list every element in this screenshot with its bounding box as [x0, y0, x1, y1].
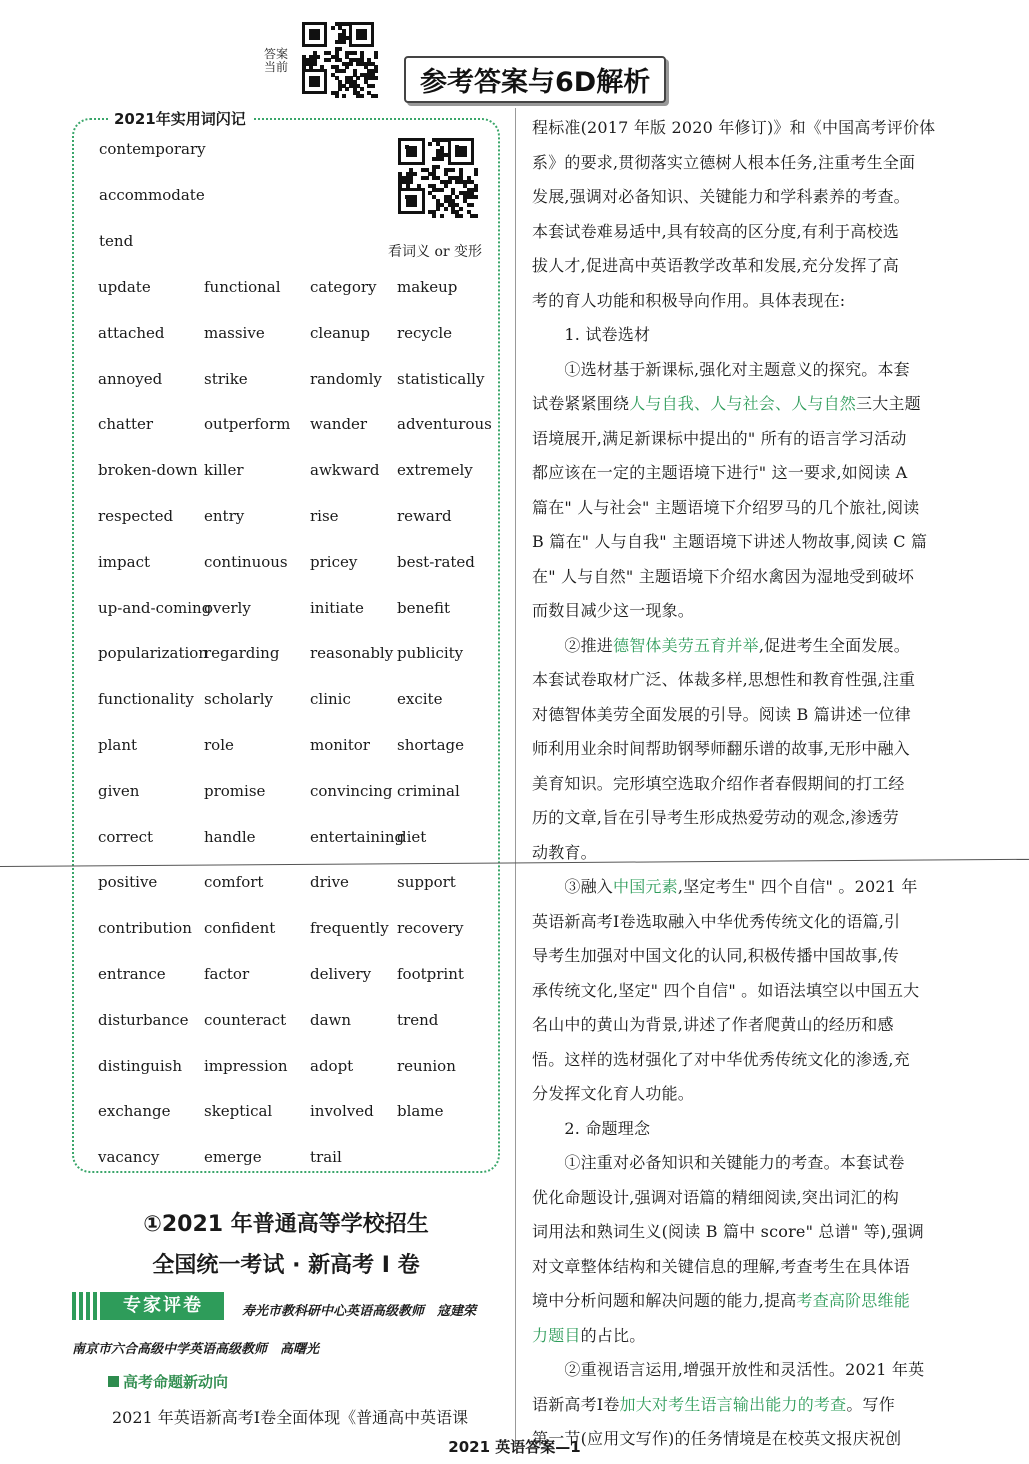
analysis-line: 名山中的黄山为背景,讲述了作者爬黄山的经历和感 — [532, 1015, 894, 1034]
vocab-word: tend — [99, 232, 134, 250]
vocab-word: reasonably — [310, 644, 394, 663]
vocab-word: annoyed — [98, 369, 163, 388]
analysis-line: 1. 试卷选材 — [532, 325, 651, 344]
analysis-line: 分发挥文化育人功能。 — [532, 1084, 695, 1103]
exam-title-line-1: ①2021 年普通高等学校招生 — [143, 1212, 429, 1237]
vocab-word: involved — [310, 1102, 374, 1121]
vocab-word: massive — [204, 323, 265, 342]
vocab-word: reward — [397, 507, 452, 525]
vocab-word: impact — [98, 552, 150, 571]
vocab-word: publicity — [397, 644, 464, 663]
vocabulary-box-title: 2021年实用词闪记 — [108, 108, 252, 129]
exam-title-line-2: 全国统一考试 · 新高考 Ⅰ 卷 — [152, 1253, 420, 1278]
vocab-word: role — [204, 736, 234, 754]
qr-label-line-1: 答案 — [263, 47, 288, 61]
highlight-text: 考查高阶思维能 — [796, 1291, 910, 1310]
vocab-word: adopt — [310, 1056, 354, 1075]
vocab-word: extremely — [397, 461, 473, 480]
vocab-word: disturbance — [98, 1010, 189, 1029]
vocab-word: shortage — [397, 736, 465, 754]
vocab-word: factor — [204, 965, 250, 983]
qr-label-line-2: 当前 — [263, 60, 288, 74]
highlight-text: 德智体美劳五育并举 — [613, 635, 759, 655]
trend-heading: 高考命题新动向 — [108, 1371, 228, 1392]
vocab-word: exchange — [98, 1102, 171, 1121]
vocab-word: criminal — [397, 781, 460, 800]
header-qr-code-icon[interactable] — [302, 22, 378, 98]
analysis-text-span: ③融入 — [532, 877, 614, 896]
analysis-line: ①注重对必备知识和关键能力的考查。本套试卷 — [532, 1153, 905, 1172]
vocab-word: functional — [204, 278, 281, 296]
analysis-line: ②重视语言运用,增强开放性和灵活性。2021 年英 — [532, 1360, 925, 1379]
page-title: 参考答案与6D解析 — [404, 56, 666, 103]
analysis-line — [532, 1288, 972, 1311]
vocabulary-hint: 看词义 or 变形 — [388, 244, 483, 260]
vocab-word: pricey — [310, 552, 358, 571]
analysis-line: 拔人才,促进高中英语教学改革和发展,充分发挥了高 — [532, 256, 899, 275]
vocab-word: update — [98, 278, 151, 296]
vocab-word: makeup — [397, 278, 458, 296]
vocab-word: vacancy — [98, 1148, 160, 1167]
vocab-word: handle — [204, 827, 256, 846]
vocab-word: recovery — [397, 919, 464, 938]
analysis-line: 英语新高考Ⅰ卷选取融入中华优秀传统文化的语篇,引 — [532, 911, 901, 931]
vocab-word: entertaining — [310, 827, 405, 846]
vocab-word: popularization — [98, 644, 208, 663]
vocab-word: distinguish — [98, 1056, 183, 1075]
vocab-word: trail — [310, 1148, 342, 1167]
vocab-word: comfort — [204, 873, 264, 892]
vocab-word: entrance — [98, 965, 166, 983]
analysis-text-span: 三大主题 — [856, 394, 921, 413]
analysis-line: ①选材基于新课标,强化对主题意义的探究。本套 — [532, 359, 910, 379]
vocab-word: functionality — [98, 690, 194, 709]
analysis-text-span: ②推进 — [532, 635, 614, 655]
vocab-word: continuous — [204, 552, 288, 571]
vocab-word: strike — [204, 369, 248, 388]
vocab-word: overly — [204, 598, 251, 617]
analysis-line: 动教育。 — [532, 842, 597, 862]
analysis-line: 师利用业余时间帮助钢琴师翻乐谱的故事,无形中融入 — [532, 739, 910, 758]
analysis-line: 优化命题设计,强调对语篇的精细阅读,突出词汇的构 — [532, 1187, 899, 1207]
analysis-line: 历的文章,旨在引导考生形成热爱劳动的观念,渗透劳 — [532, 808, 899, 827]
analysis-line: 本套试卷取材广泛、体裁多样,思想性和教育性强,注重 — [532, 670, 916, 689]
vocab-word: entry — [204, 507, 245, 525]
column-divider — [515, 108, 516, 1446]
analysis-line: 导考生加强对中国文化的认同,积极传播中国故事,传 — [532, 946, 899, 965]
vocab-word: awkward — [310, 461, 380, 480]
analysis-line: 第一节(应用文写作)的任务情境是在校英文报庆祝创 — [532, 1429, 902, 1448]
analysis-line: 词用法和熟词生义(阅读 B 篇中 score" 总谱" 等),强调 — [532, 1222, 924, 1241]
vocab-word: counteract — [204, 1010, 287, 1029]
vocab-word: statistically — [397, 369, 485, 388]
vocab-word: drive — [310, 873, 349, 892]
analysis-line — [532, 391, 972, 414]
vocab-word: clinic — [310, 690, 351, 709]
analysis-line — [532, 874, 972, 897]
vocab-word: delivery — [310, 965, 372, 983]
left-last-line: 2021 年英语新高考Ⅰ卷全面体现《普通高中英语课 — [112, 1408, 469, 1427]
highlight-text: 力题目 — [532, 1325, 581, 1345]
analysis-line: 语境展开,满足新课标中提出的" 所有的语言学习活动 — [532, 428, 907, 448]
vocab-word: rise — [310, 507, 339, 525]
analysis-text-span: 试卷紧紧围绕 — [532, 394, 630, 413]
analysis-line: 都应该在一定的主题语境下进行" 这一要求,如阅读 A — [532, 463, 908, 482]
analysis-line: 发展,强调对必备知识、关键能力和学科素养的考查。 — [532, 187, 910, 206]
analysis-line: 在" 人与自然" 主题语境下介绍水禽因为湿地受到破坏 — [532, 566, 915, 586]
analysis-text-span: 境中分析问题和解决问题的能力,提高 — [532, 1291, 797, 1310]
vocab-word: accommodate — [99, 186, 205, 204]
analysis-line — [532, 1323, 972, 1346]
vocab-word: given — [98, 781, 140, 800]
highlight-text: 人与自我、人与社会、人与自然 — [629, 394, 857, 413]
analysis-line: 篇在" 人与社会" 主题语境下介绍罗马的几个旅社,阅读 — [532, 497, 920, 517]
vocab-word: cleanup — [310, 323, 370, 342]
analysis-line: 对文章整体结构和关键信息的理解,考查考生在具体语 — [532, 1256, 910, 1276]
vocab-word: positive — [98, 873, 158, 892]
analysis-line: 本套试卷难易适中,具有较高的区分度,有利于高校选 — [532, 221, 899, 241]
vocab-word: initiate — [310, 598, 364, 617]
vocab-word: frequently — [310, 919, 389, 938]
vocabulary-qr-code-icon[interactable] — [398, 138, 478, 218]
analysis-line: 承传统文化,坚定" 四个自信" 。如语法填空以中国五大 — [532, 980, 920, 1000]
analysis-line: 考的育人功能和积极导向作用。具体表现在: — [532, 290, 846, 310]
vocab-word: randomly — [310, 369, 382, 388]
highlight-text: 加大对考生语言输出能力的考查 — [619, 1394, 847, 1414]
analysis-text-span: 的占比。 — [580, 1325, 646, 1345]
vocab-word: monitor — [310, 736, 370, 754]
analysis-text-span: ,促进考生全面发展。 — [758, 635, 910, 655]
vocab-word: trend — [397, 1010, 439, 1029]
vocab-word: scholarly — [204, 690, 273, 709]
expert-review-tag — [72, 1292, 224, 1320]
analysis-text-span: 语新高考Ⅰ卷 — [532, 1394, 620, 1414]
expert-review-label: 专家评卷 — [102, 1292, 224, 1320]
vocab-word: confident — [204, 919, 276, 938]
vocab-word: chatter — [98, 415, 154, 434]
analysis-line: B 篇在" 人与自我" 主题语境下讲述人物故事,阅读 C 篇 — [532, 532, 928, 551]
qr-label — [258, 48, 294, 74]
vocab-word: reunion — [397, 1056, 456, 1075]
vocab-word: recycle — [397, 323, 452, 342]
vocab-word: respected — [98, 507, 174, 525]
analysis-line: 系》的要求,贯彻落实立德树人根本任务,注重考生全面 — [532, 152, 916, 172]
vocab-word: attached — [98, 323, 165, 342]
vocab-word: excite — [397, 690, 443, 709]
vocab-word: diet — [397, 827, 427, 846]
vocab-word: contemporary — [99, 140, 206, 158]
analysis-line — [532, 633, 972, 656]
vocab-word: support — [397, 873, 456, 892]
vocab-word: impression — [204, 1056, 288, 1075]
vocab-word: benefit — [397, 598, 451, 617]
expert-1: 寿光市教科研中心英语高级教师 寇建荣 — [242, 1304, 477, 1319]
vocab-word: promise — [204, 781, 266, 800]
highlight-text: 中国元素 — [613, 877, 678, 896]
analysis-line: 悟。这样的选材强化了对中华优秀传统文化的渗透,充 — [532, 1049, 910, 1069]
vocab-word: regarding — [204, 644, 280, 663]
vocab-word: wander — [310, 415, 368, 434]
vocab-word: footprint — [397, 965, 464, 983]
analysis-line: 而数目减少这一现象。 — [532, 601, 695, 620]
vocab-word: outperform — [204, 415, 291, 434]
vocab-word: adventurous — [397, 415, 492, 434]
vocab-word: broken-down — [98, 461, 198, 480]
vocab-word: contribution — [98, 919, 192, 938]
analysis-line: 美育知识。完形填空选取介绍作者春假期间的打工经 — [532, 773, 905, 793]
vocab-word: up-and-coming — [98, 598, 212, 617]
vocab-word: convincing — [310, 781, 393, 800]
vocab-word: emerge — [204, 1148, 262, 1167]
expert-2: 南京市六合高级中学英语高级教师 高曙光 — [72, 1342, 320, 1357]
vocab-word: skeptical — [204, 1102, 273, 1121]
vocab-word: plant — [98, 736, 138, 754]
analysis-line: 程标准(2017 年版 2020 年修订)》和《中国高考评价体 — [532, 118, 936, 137]
vocab-word: correct — [98, 827, 154, 846]
analysis-text-span: 。写作 — [846, 1394, 895, 1414]
analysis-line: 对德智体美劳全面发展的引导。阅读 B 篇讲述一位律 — [532, 704, 911, 724]
vocab-word: killer — [204, 461, 244, 480]
page-footer: 2021 英语答案—1 — [448, 1438, 581, 1456]
vocab-word: best-rated — [397, 552, 475, 571]
analysis-text-span: ,坚定考生" 四个自信" 。2021 年 — [677, 877, 918, 896]
analysis-line — [532, 1392, 972, 1415]
vocab-word: dawn — [310, 1010, 352, 1029]
vocab-word: blame — [397, 1102, 444, 1121]
analysis-line: 2. 命题理念 — [532, 1118, 651, 1138]
vocab-word: category — [310, 278, 377, 296]
